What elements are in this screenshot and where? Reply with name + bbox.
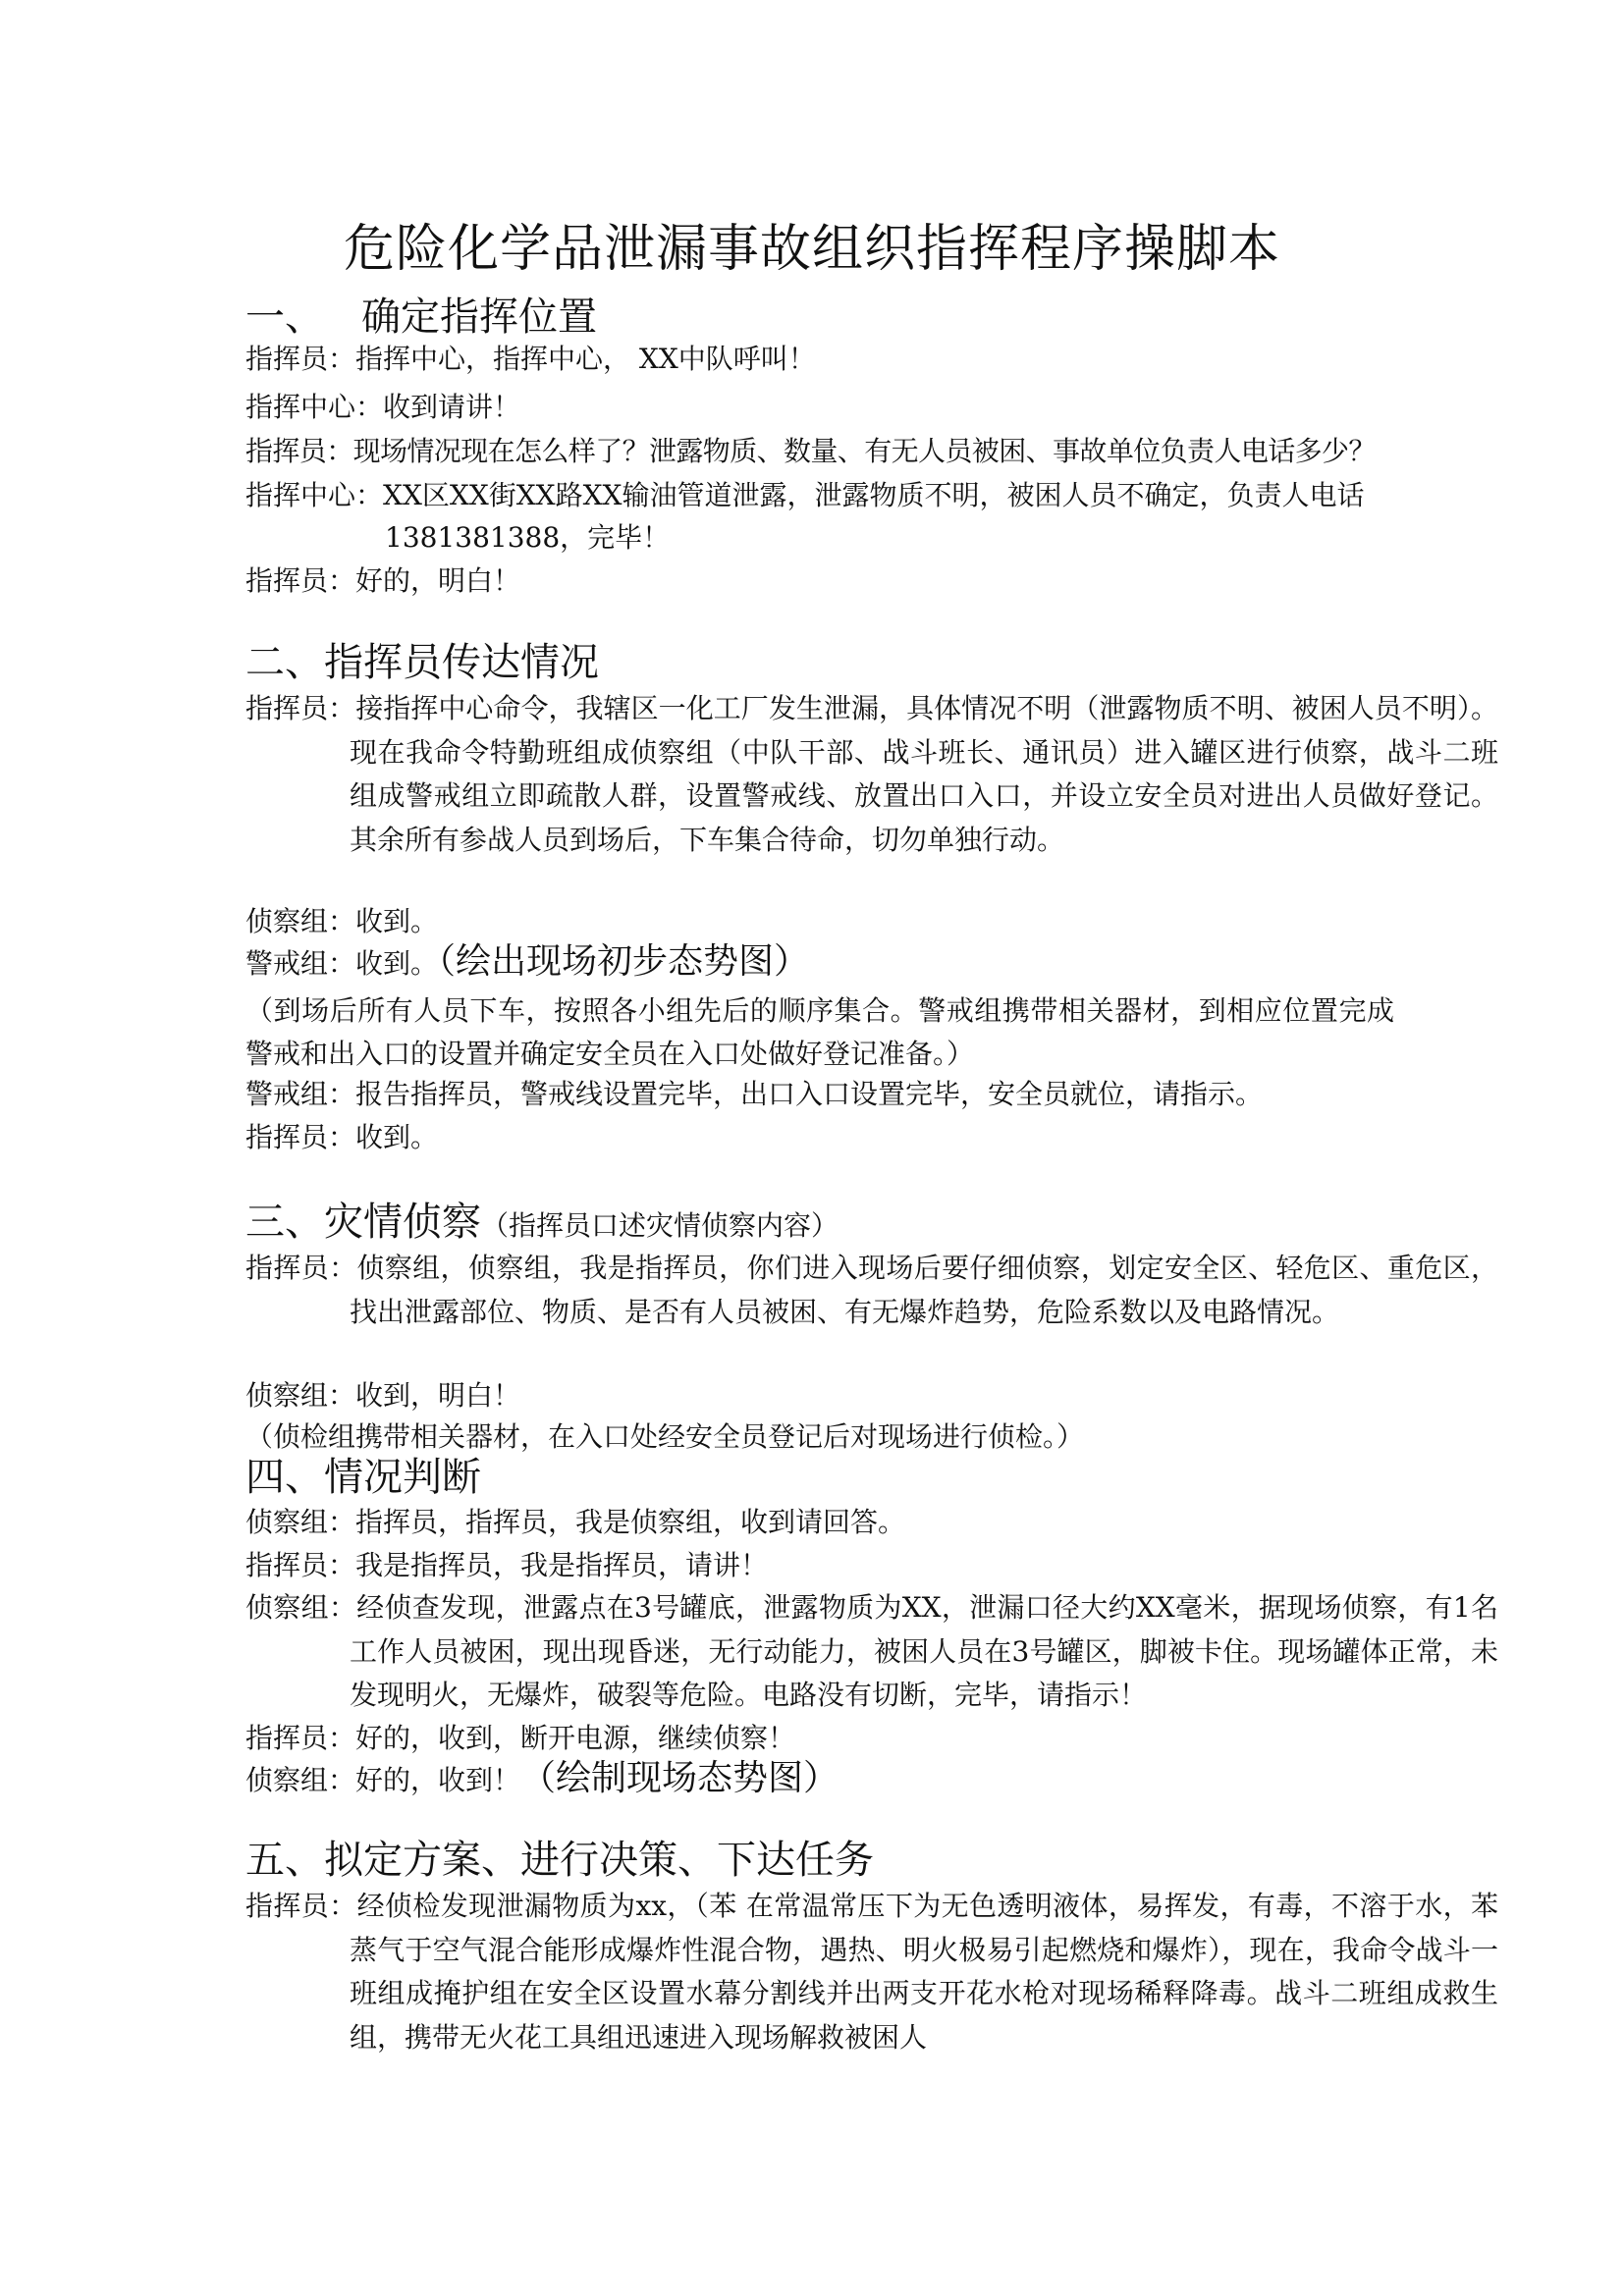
dialogue-line bbox=[245, 1073, 1394, 1117]
line-text: 好的，明白！ bbox=[355, 564, 521, 597]
line-text: 经侦检发现泄漏物质为xx，（苯 在常温常压下为无色透明液体，易挥发，有毒，不溶于水，苯蒸气于空气混合能形成爆炸性混合物，遇热、明火极易引起燃烧和爆炸），现在，我命令战斗一班组成掩护组在安全区设置水幕分割线并出两支开花水枪对现场稀释降毒。战斗二班组成救生组，携带无火花工具组迅速进入现场解救被困人 bbox=[350, 1890, 1498, 2054]
line-continuation: 1381381388，完毕！ bbox=[385, 521, 671, 554]
section-2-heading bbox=[245, 638, 599, 687]
dialogue-line bbox=[245, 1885, 1498, 2059]
line-text: 我是指挥员，我是指挥员，请讲！ bbox=[355, 1549, 769, 1581]
line-text: 好的，收到！ bbox=[355, 1764, 521, 1796]
diagram-note: （绘出现场初步态势图） bbox=[438, 941, 810, 982]
speaker: 指挥员： bbox=[245, 1121, 356, 1153]
line-text: XX区XX街XX路XX输油管道泄露，泄露物质不明，被困人员不确定，负责人电话 bbox=[383, 479, 1365, 511]
document-title: 危险化学品泄漏事故组织指挥程序操脚本 bbox=[343, 220, 1280, 279]
dialogue-line bbox=[245, 386, 1394, 430]
section-number: 四、 bbox=[245, 1455, 324, 1500]
section-number: 二、 bbox=[245, 640, 324, 685]
speaker: 侦察组： bbox=[245, 1764, 356, 1796]
section-5-heading bbox=[245, 1836, 874, 1885]
stage-direction: （侦检组携带相关器材，在入口处经安全员登记后对现场进行侦检。） bbox=[245, 1420, 1085, 1453]
speaker: 指挥员： bbox=[245, 343, 356, 375]
line-text: 指挥员，指挥员，我是侦察组，收到请回答。 bbox=[355, 1506, 906, 1538]
dialogue-line bbox=[245, 1717, 1394, 1761]
line-text: 经侦查发现，泄露点在3号罐底，泄露物质为XX，泄漏口径大约XX毫米，据现场侦察，有1名工作人员被困，现出现昏迷，无行动能力，被困人员在3号罐区，脚被卡住。现场罐体正常，未发现明火，无爆炸，破裂等危险。电路没有切断，完毕，请指示！ bbox=[350, 1591, 1498, 1711]
dialogue-line bbox=[245, 687, 1498, 862]
speaker: 侦察组： bbox=[245, 1591, 357, 1624]
section-title: 指挥员传达情况 bbox=[324, 640, 599, 685]
speaker: 警戒组： bbox=[245, 1078, 356, 1110]
section-title: 情况判断 bbox=[324, 1455, 481, 1500]
speaker: 侦察组： bbox=[245, 1379, 356, 1412]
dialogue-line bbox=[245, 1501, 1394, 1545]
dialogue-line bbox=[245, 338, 1394, 382]
line-text: 收到。 bbox=[355, 1121, 439, 1153]
section-title: 确定指挥位置 bbox=[361, 294, 597, 340]
dialogue-line bbox=[245, 1586, 1498, 1718]
dialogue-line bbox=[245, 940, 1394, 987]
dialogue-line bbox=[245, 1757, 1394, 1803]
diagram-note: （绘制现场态势图） bbox=[520, 1758, 839, 1798]
speaker: 指挥员： bbox=[245, 1549, 356, 1581]
dialogue-line bbox=[245, 430, 1394, 474]
dialogue-line bbox=[245, 1374, 1394, 1418]
stage-direction: （到场后所有人员下车，按照各小组先后的顺序集合。警戒组携带相关器材，到相应位置完成警戒和出入口的设置并确定安全员在入口处做好登记准备。） bbox=[245, 994, 1394, 1070]
line-text: 现场情况现在怎么样了？泄露物质、数量、有无人员被困、事故单位负责人电话多少？ bbox=[352, 435, 1376, 467]
dialogue-line bbox=[245, 474, 1394, 518]
speaker: 指挥中心： bbox=[245, 391, 384, 423]
speaker: 指挥员： bbox=[245, 1890, 357, 1922]
section-title: 拟定方案、进行决策、下达任务 bbox=[324, 1838, 874, 1883]
speaker: 指挥员： bbox=[245, 435, 353, 467]
line-text: 接指挥中心命令，我辖区一化工厂发生泄漏，具体情况不明（泄露物质不明、被困人员不明）。现在我命令特勤班组成侦察组（中队干部、战斗班长、通讯员）进入罐区进行侦察，战斗二班组成警戒组立即疏散人群，设置警戒线、放置出口入口，并设立安全员对进出人员做好登记。其余所有参战人员到场后，下车集合待命，切勿单独行动。 bbox=[350, 692, 1498, 856]
dialogue-line bbox=[245, 1116, 1394, 1160]
speaker: 侦察组： bbox=[245, 1506, 356, 1538]
section-4-heading bbox=[245, 1453, 481, 1502]
dialogue-line bbox=[245, 1247, 1498, 1334]
speaker: 指挥中心： bbox=[245, 479, 384, 511]
line-text: 侦察组，侦察组，我是指挥员，你们进入现场后要仔细侦察，划定安全区、轻危区、重危区，找出泄露部位、物质、是否有人员被困、有无爆炸趋势，危险系数以及电路情况。 bbox=[350, 1252, 1498, 1328]
line-text: 收到。 bbox=[355, 947, 439, 980]
line-text: 收到。 bbox=[355, 905, 439, 937]
speaker: 警戒组： bbox=[245, 947, 356, 980]
line-text: 收到，明白！ bbox=[355, 1379, 521, 1412]
section-number: 五、 bbox=[245, 1838, 324, 1883]
section-number: 三、 bbox=[245, 1200, 324, 1245]
speaker: 指挥员： bbox=[245, 1722, 356, 1754]
section-3-heading bbox=[245, 1198, 839, 1251]
section-1-heading bbox=[245, 293, 597, 342]
dialogue-line bbox=[245, 560, 1394, 604]
section-note: （指挥员口述灾情侦察内容） bbox=[481, 1209, 839, 1242]
speaker: 指挥员： bbox=[245, 1252, 357, 1284]
section-title: 灾情侦察 bbox=[324, 1200, 481, 1245]
line-text: 报告指挥员，警戒线设置完毕，出口入口设置完毕，安全员就位，请指示。 bbox=[355, 1078, 1264, 1110]
speaker: 指挥员： bbox=[245, 692, 356, 724]
line-text: 好的，收到，断开电源，继续侦察！ bbox=[355, 1722, 796, 1754]
line-text: 指挥中心，指挥中心， XX中队呼叫！ bbox=[355, 343, 816, 375]
dialogue-line bbox=[245, 1544, 1394, 1588]
dialogue-line bbox=[245, 900, 1394, 944]
speaker: 侦察组： bbox=[245, 905, 356, 937]
line-text: 收到请讲！ bbox=[383, 391, 521, 423]
section-number: 一、 bbox=[245, 294, 324, 340]
speaker: 指挥员： bbox=[245, 564, 356, 597]
